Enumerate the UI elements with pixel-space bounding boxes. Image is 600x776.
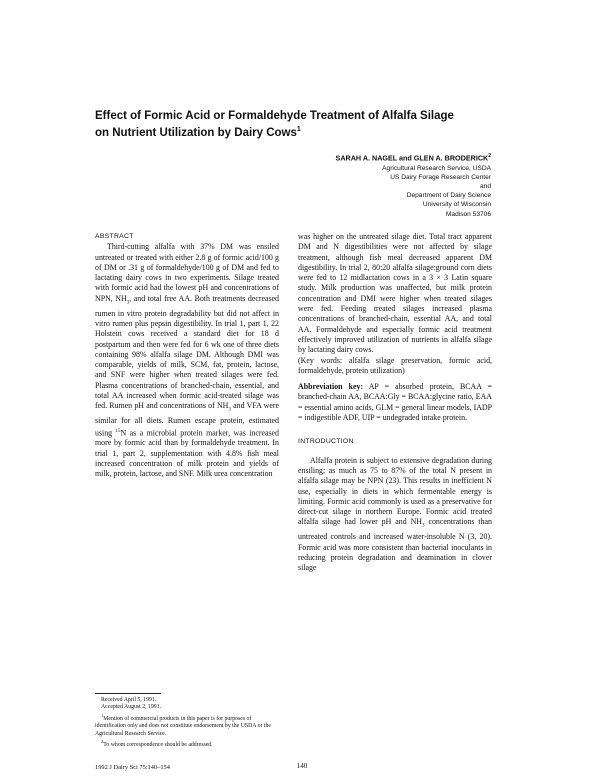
title-line-2-text: on Nutrient Utilization by Dairy Cows [95, 126, 297, 139]
abstract-paragraph-1 [95, 242, 279, 479]
abbreviation-text: AP = absorbed protein, BCAA = branched-chain AA, BCAA:Gly = BCAA:glycine ratio, EAA = essential amino acids, GLM = general linear models, IADP = indigestible ADF, UIP = undegraded intake protein. [298, 382, 493, 423]
abstract-paragraph-2: was higher on the untreated silage diet. Total tract apparent DM and N digestibilities were not affected by silage treatment, although fish meal decreased apparent DM digestibility. In trial 2, 80:20 alfalfa silage:ground corn diets were fed to 12 midlactation cows in a 3 × 3 Latin square study. Milk production was unaffected, but milk protein concentration and DMI were higher when treated silages were fed. Feeding treated silages increased plasma concentrations of branched-chain, essential AA, and total AA. Formaldehyde and especially formic acid treatment effectively improved utilization of nutrients in alfalfa silage by lactating dairy cows. [298, 232, 492, 355]
received-date: Received April 5, 1991. [101, 697, 157, 703]
abstract-text: N as a microbial protein marker, was increased more by formic acid than by formaldehyde treatment. In trial 1, part 2, supplementation with 4.8% fish meal increased concentration of milk protein and yields of milk, protein, lactose, and SNF. Milk urea concentration [95, 428, 280, 479]
footnote-divider [95, 693, 161, 694]
left-column [95, 232, 279, 480]
introduction-text: concentrations than untreated controls and increased water-insoluble N (3, 20). Formic acid was more consistent than bacterial inoculants in reducing protein degradation and deamination in clover silage [298, 517, 492, 573]
accepted-date: Accepted August 2, 1991. [101, 704, 162, 711]
footnote-text: Mention of commercial products in this paper is for purposes of identification only and does not constitute endorsement by the USDA or the Agricultural Research Service. [95, 715, 271, 737]
subscript: 3 [126, 300, 130, 306]
affiliation-line: University of Wisconsin [422, 201, 491, 209]
superscript: 15 [115, 428, 121, 434]
subscript: 3 [228, 407, 231, 413]
affiliation-line: Department of Dairy Science [406, 192, 491, 200]
journal-citation: 1992 J Dairy Sci 75:140–154 [95, 764, 170, 771]
footnote-2 [95, 738, 279, 749]
right-column [298, 232, 492, 573]
title-footnote-mark: 1 [296, 126, 301, 133]
abstract-text: and VFA were similar for all diets. Rumen escape protein, estimated using [95, 401, 279, 438]
abstract-text: , and total free AA. Both treatments decreased rumen in vitro protein degradability but did not affect in vitro rumen plus pepsin digestibility. In trial 1, part 1, 22 Holstein cows received a standard diet for 18 d postpartum and then were fed for 6 wk one of three diets containing 98% alfalfa silage DM. Although DMI was comparable, yields of milk, SCM, fat, protein, lactose, and SNF were higher when treated silages were fed. Plasma concentrations of branched-chain, essential, and total AA increased when formic acid-treated silage was fed. Rumen pH and concentrations of NH [95, 293, 279, 411]
affiliation-line: Agricultural Research Service, USDA [382, 164, 491, 172]
introduction-heading: INTRODUCTION [298, 438, 354, 446]
abbreviation-label: Abbreviation key: [298, 382, 364, 392]
abstract-text: Third-cutting alfalfa with 37% DM was ensiled untreated or treated with either 2.8 g of formic acid/100 g of DM or .31 g of formaldehyde/100 g of DM and fed to lactating dairy cows in two experiments. Silage treated with formic acid had the lowest pH and concentrations of NPN, NH [95, 242, 279, 303]
introduction-paragraph [298, 456, 492, 574]
author-names-text: SARAH A. NAGEL and GLEN A. BRODERICK [335, 153, 489, 163]
abstract-heading: ABSTRACT [95, 233, 134, 240]
title-line-1: Effect of Formic Acid or Formaldehyde Treatment of Alfalfa Silage [95, 110, 454, 122]
author-names [260, 152, 491, 163]
subscript: 3 [422, 524, 425, 529]
abbreviation-key [298, 382, 492, 423]
introduction-text: Alfalfa protein is subject to extensive degradation during ensiling; as much as 75 to 87% of the total N present in alfalfa silage may be NPN (23). This results in inefficient N use, especially in diets in which fermentable energy is limiting. Formic acid commonly is used as a preservative for direct-cut silage in northern Europe. Formic acid treated alfalfa silage had lower pH and NH [298, 455, 492, 527]
paper-title [95, 110, 515, 140]
affiliation-line: Madison 53706 [445, 210, 491, 218]
footnote-1 [95, 712, 279, 738]
footnotes [95, 697, 279, 749]
page-number: 140 [296, 762, 308, 770]
affiliation-line: US Dairy Forage Research Center [390, 173, 491, 181]
author-block [260, 152, 491, 219]
footnote-mark: 2 [101, 738, 104, 744]
footnote-text: To whom correspondence should be addressed. [103, 741, 213, 748]
affiliation-line: and [479, 183, 491, 190]
footnote-mark: 1 [101, 712, 104, 718]
author-footnote-mark: 2 [488, 153, 491, 159]
abstract-keywords: (Key words: alfalfa silage preservation, formic acid, formaldehyde, protein utilization) [298, 355, 492, 375]
title-line-2 [95, 123, 515, 140]
